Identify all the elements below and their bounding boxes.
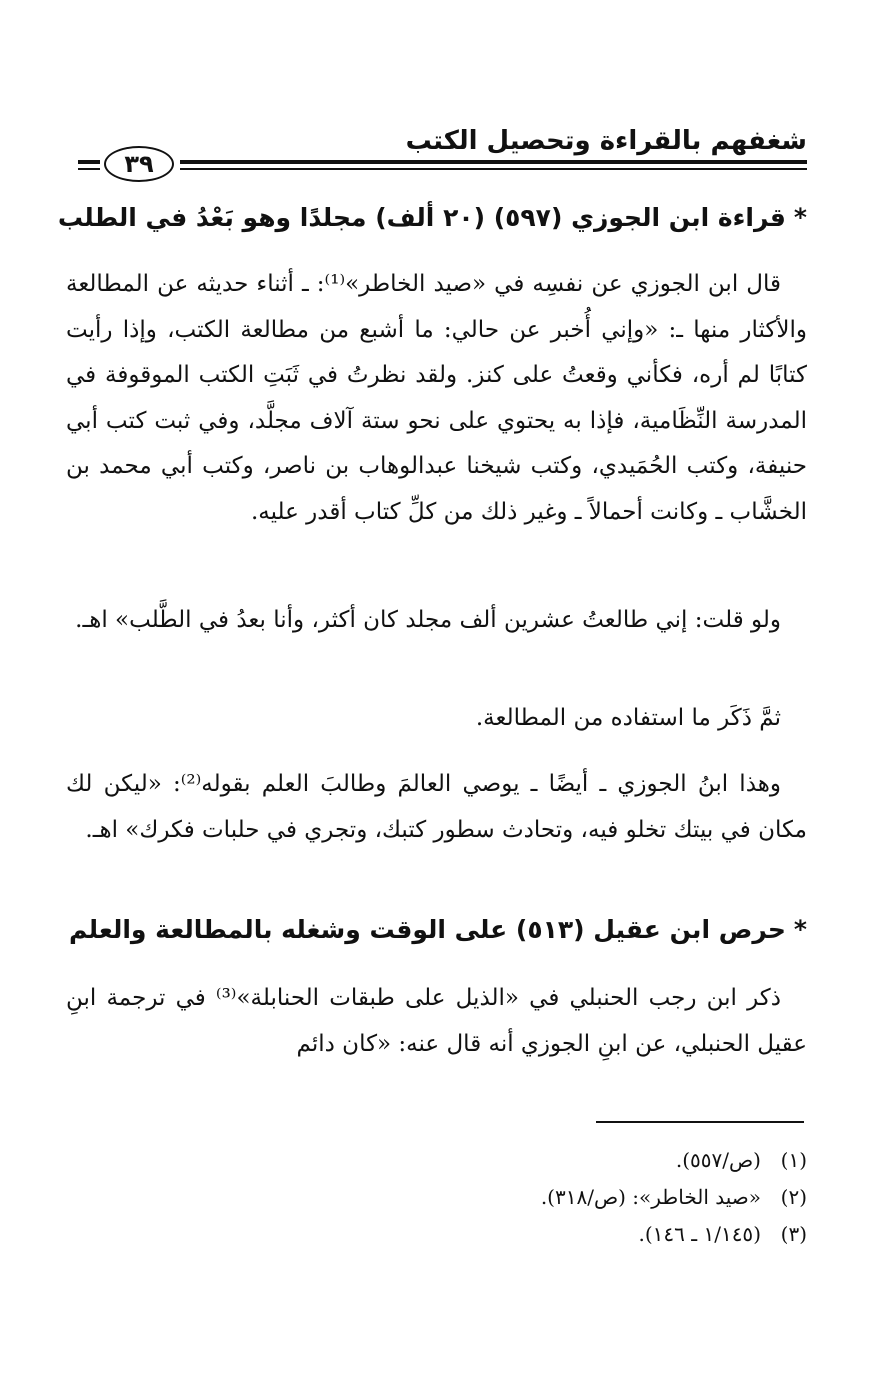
section-heading-ibn-aqil bbox=[66, 914, 807, 947]
paragraph-text: وهذا ابنُ الجوزي ـ أيضًا ـ يوصي العالمَ وطالبَ العلم بقوله⁽²⁾: «ليكن لك مكان في بيتك تخلو فيه، وتحادث سطور كتبك، وتجري في حلبات فكرك» اهـ. bbox=[66, 771, 807, 843]
heading-star: * bbox=[793, 915, 807, 944]
running-header-title: شغفهم بالقراءة وتحصيل الكتب bbox=[405, 126, 807, 156]
paragraph-text: ولو قلت: إني طالعتُ عشرين ألف مجلد كان أكثر، وأنا بعدُ في الطَّلب» اهـ. bbox=[75, 607, 781, 633]
footnote-text: (١/١٤٥ ـ ١٤٦). bbox=[638, 1222, 761, 1246]
footnote-separator bbox=[596, 1121, 804, 1123]
footnote bbox=[247, 1150, 807, 1170]
footnote bbox=[247, 1187, 807, 1207]
heading-star: * bbox=[793, 203, 807, 232]
header-rule-end bbox=[78, 160, 100, 176]
paragraph bbox=[66, 696, 807, 742]
page-number: ٣٩ bbox=[104, 146, 174, 182]
paragraph bbox=[66, 262, 807, 535]
paragraph bbox=[66, 976, 807, 1067]
paragraph-text: قال ابن الجوزي عن نفسِه في «صيد الخاطر»⁽¹⁾: ـ أثناء حديثه عن المطالعة والأكثار منها ـ: «وإني أُخبر عن حالي: ما أشبع من مطالعة الكتب، وإذا رأيت كتابًا لم أره، فكأني وقعتُ على كنز. ولقد نظرتُ في ثَبَتِ الكتب الموقوفة في المدرسة النِّظَامية، فإذا به يحتوي على نحو ستة آلاف مجلَّد، وفي ثبت كتب أبي حنيفة، وكتب الحُمَيدي، وكتب شيخنا عبدالوهاب بن ناصر، وكتب أبي محمد بن الخشَّاب ـ وكانت أحمالاً ـ وغير ذلك من كلِّ كتاب أقدر عليه. bbox=[66, 271, 807, 525]
header-double-rule bbox=[180, 160, 807, 176]
footnote bbox=[247, 1224, 807, 1244]
paragraph-text: ثمَّ ذَكَر ما استفاده من المطالعة. bbox=[475, 705, 781, 731]
section-heading-ibn-al-jawzi bbox=[57, 202, 807, 235]
footnote-number: (٣) bbox=[780, 1222, 807, 1246]
footnote-number: (٢) bbox=[780, 1185, 807, 1209]
paragraph bbox=[66, 598, 807, 644]
footnote-text: «صيد الخاطر»: (ص/٣١٨). bbox=[540, 1185, 761, 1209]
heading-text: قراءة ابن الجوزي (٥٩٧) (٢٠ ألف) مجلدًا وهو بَعْدُ في الطلب bbox=[57, 203, 786, 232]
footnote-number: (١) bbox=[780, 1148, 807, 1172]
paragraph bbox=[66, 762, 807, 853]
paragraph-text: ذكر ابن رجب الحنبلي في «الذيل على طبقات الحنابلة»⁽³⁾ في ترجمة ابنِ عقيل الحنبلي، عن ابنِ الجوزي أنه قال عنه: «كان دائم bbox=[66, 985, 807, 1057]
footnote-text: (ص/٥٥٧). bbox=[675, 1148, 761, 1172]
heading-text: حرص ابن عقيل (٥١٣) على الوقت وشغله بالمطالعة والعلم bbox=[69, 915, 786, 944]
